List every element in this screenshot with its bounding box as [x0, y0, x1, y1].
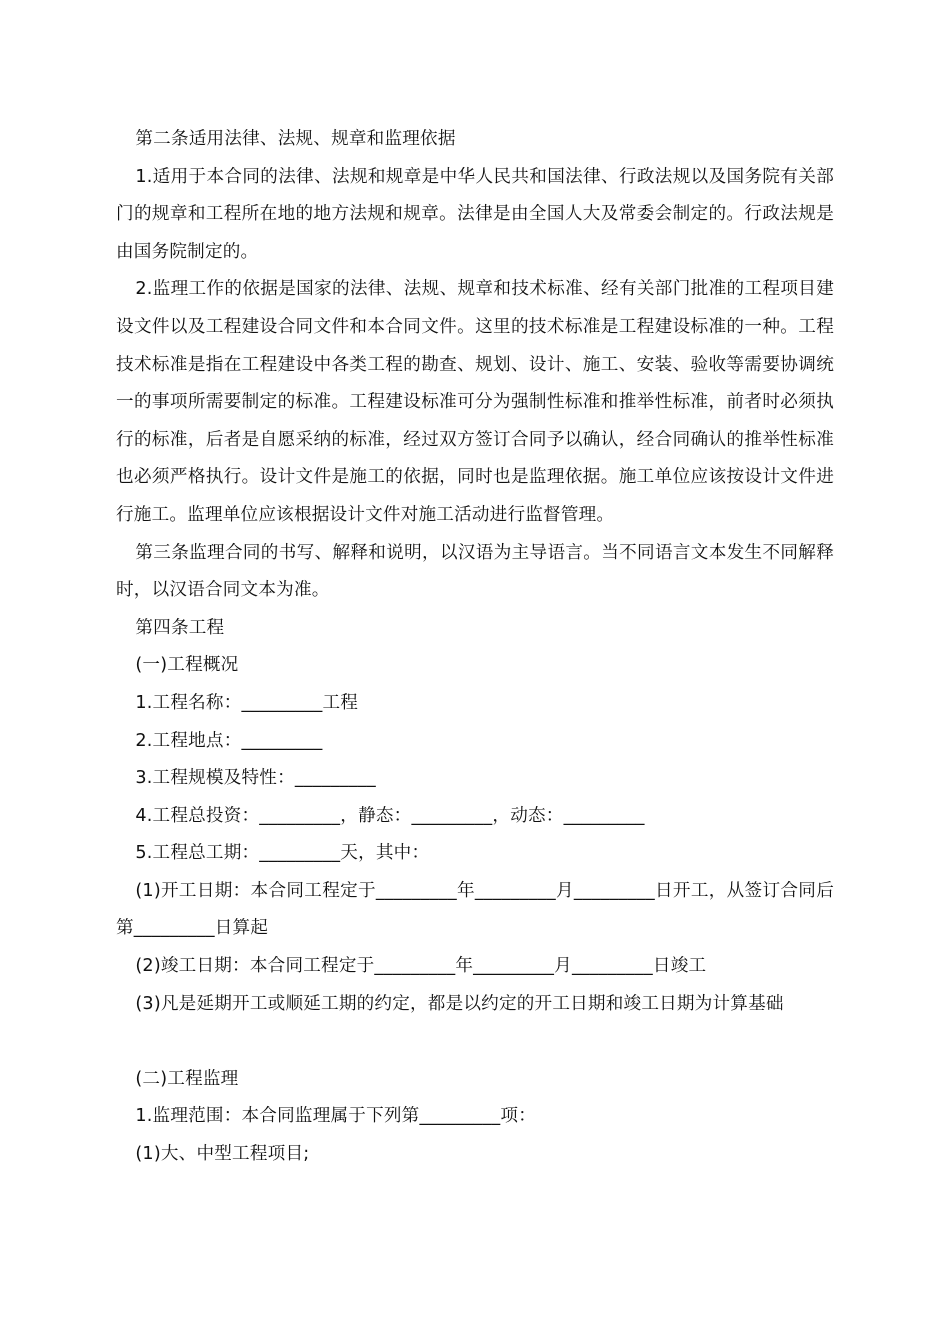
completion-date-line: (2)竣工日期：本合同工程定于_________年_________月_________日竣工: [135, 956, 707, 977]
project-duration-line: 5.工程总工期：_________天，其中：: [135, 843, 430, 864]
project-scale-line: 3.工程规模及特性：_________: [135, 768, 376, 789]
project-location-line: 2.工程地点：_________: [135, 730, 323, 751]
section-project-overview-heading: (一)工程概况: [135, 655, 239, 676]
scope-option-1-line: (1)大、中型工程项目;: [135, 1144, 310, 1165]
article-2-clause-2: 2.监理工作的依据是国家的法律、法规、规章和技术标准、经有关部门批准的工程项目建设文件以及工程建设合同文件和本合同文件。这里的技术标准是工程建设标准的一种。工程技术标准是指在工程建设中各类工程的勘查、规划、设计、施工、安装、验收等需要协调统一的事项所需要制定的标准。工程建设标准可分为强制性标准和推举性标准，前者时必须执行的标准，后者是自愿采纳的标准，经过双方签订合同予以确认，经合同确认的推举性标准也必须严格执行。设计文件是施工的依据，同时也是监理依据。施工单位应该按设计文件进行施工。监理单位应该根据设计文件对施工活动进行监督管理。: [116, 279, 834, 525]
article-2-clause-1: 1.适用于本合同的法律、法规和规章是中华人民共和国法律、行政法规以及国务院有关部门的规章和工程所在地的地方法规和规章。法律是由全国人大及常委会制定的。行政法规是由国务院制定的。: [116, 166, 834, 262]
delay-basis-line: (3)凡是延期开工或顺延工期的约定，都是以约定的开工日期和竣工日期为计算基础: [135, 993, 784, 1014]
supervision-scope-line: 1.监理范围：本合同监理属于下列第_________项：: [135, 1106, 537, 1127]
project-name-line: 1.工程名称：_________工程: [135, 692, 359, 713]
section-supervision-heading: (二)工程监理: [135, 1068, 239, 1089]
article-2-heading: 第二条适用法律、法规、规章和监理依据: [135, 129, 456, 149]
document-body: [116, 121, 834, 1174]
blank-spacer: [116, 1023, 834, 1061]
project-investment-line: 4.工程总投资：_________，静态：_________，动态：_________: [135, 805, 645, 826]
article-4-heading: 第四条工程: [135, 617, 225, 638]
start-date-line: (1)开工日期：本合同工程定于_________年_________月_________日开工，从签订合同后第_________日算起: [116, 880, 834, 939]
article-3-paragraph: 第三条监理合同的书写、解释和说明，以汉语为主导语言。当不同语言文本发生不同解释时，以汉语合同文本为准。: [116, 542, 834, 601]
